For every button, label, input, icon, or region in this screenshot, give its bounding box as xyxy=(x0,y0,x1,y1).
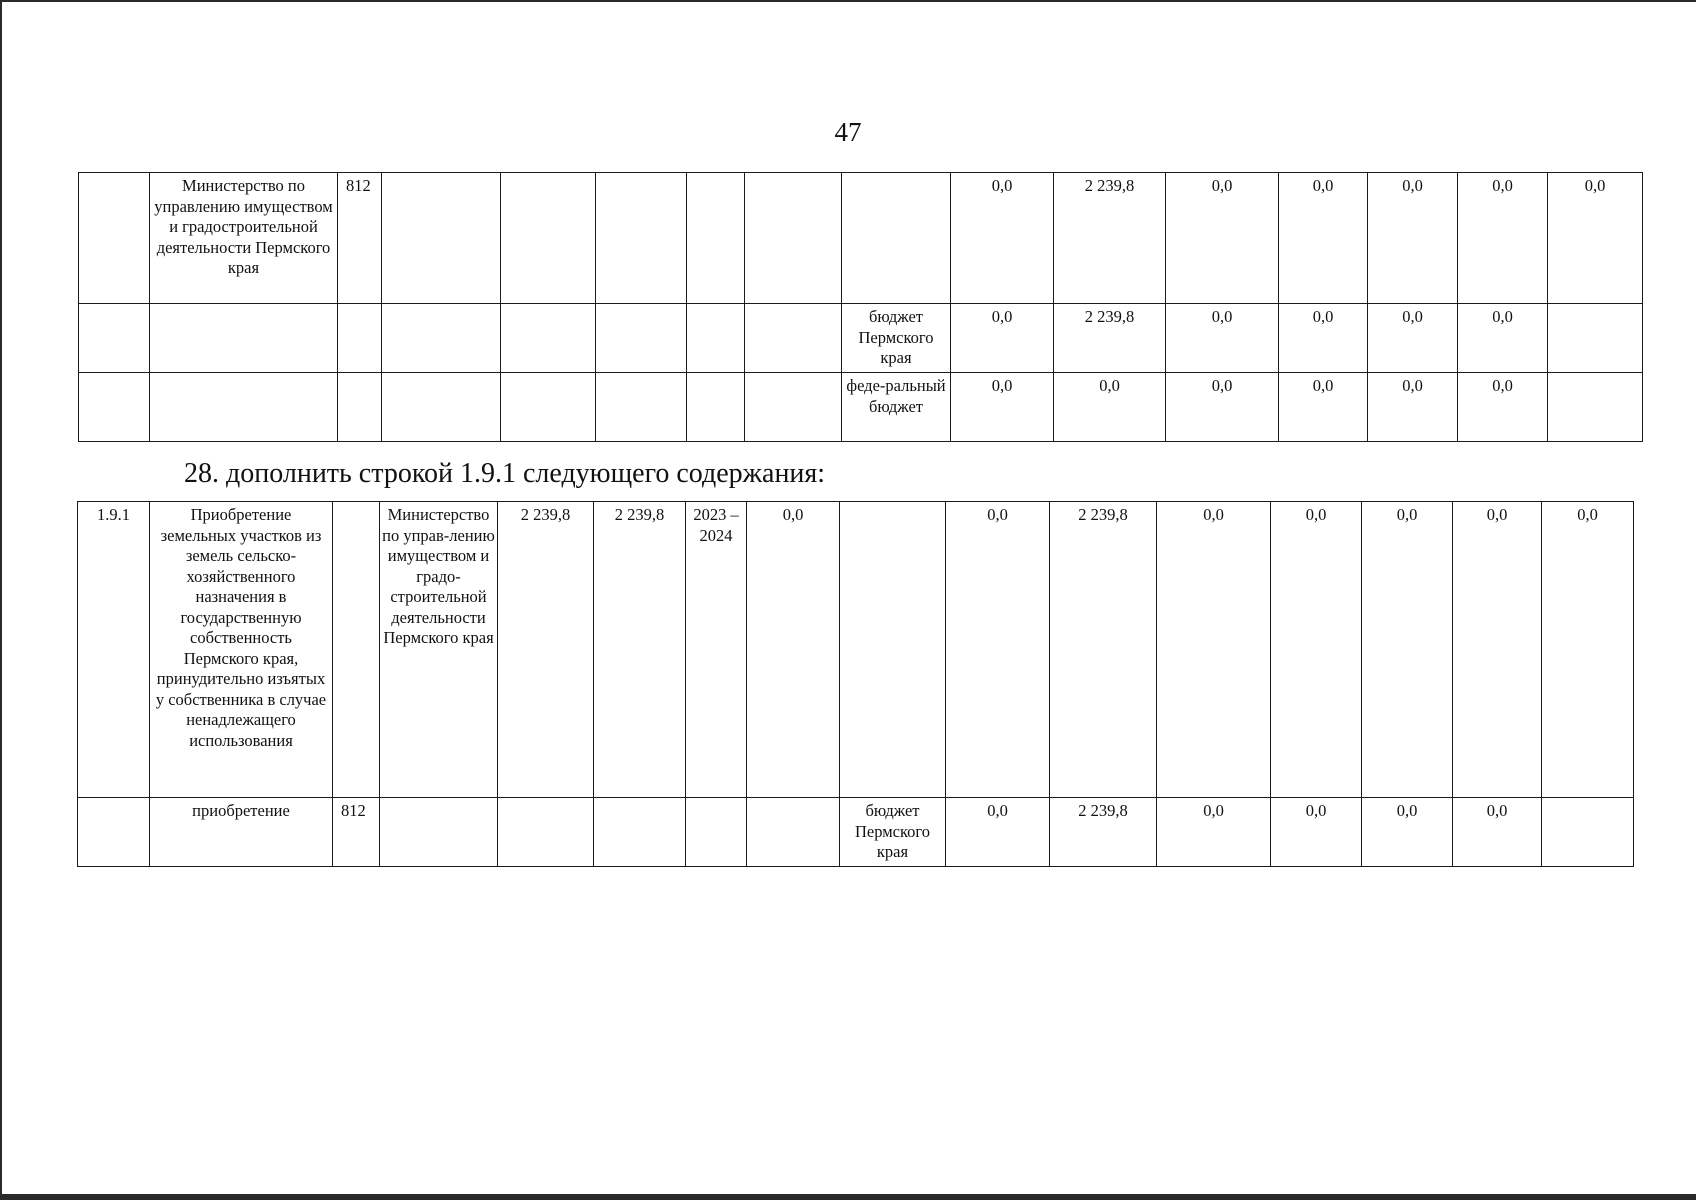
table-cell xyxy=(687,373,745,442)
table-cell xyxy=(842,173,951,304)
table-cell xyxy=(1548,373,1643,442)
table-cell xyxy=(501,304,596,373)
table-cell: 812 xyxy=(338,173,382,304)
table-cell: 0,0 xyxy=(1279,373,1368,442)
table-cell xyxy=(150,373,338,442)
table-row xyxy=(79,173,1643,304)
table-cell: 0,0 xyxy=(1166,373,1279,442)
table-cell xyxy=(333,502,380,798)
table-cell xyxy=(745,304,842,373)
table-cell: 1.9.1 xyxy=(78,502,150,798)
table-cell: Приобретение земельных участков из земель сельско-хозяйственного назначения в государственную собственность Пермского края, принудительно изъятых у собственника в случае ненадлежащего использования xyxy=(150,502,333,798)
table-cell: 2023 – 2024 xyxy=(686,502,747,798)
table-cell xyxy=(747,798,840,867)
table-cell: 0,0 xyxy=(1458,173,1548,304)
table-cell xyxy=(687,304,745,373)
table-cell: 0,0 xyxy=(1157,502,1271,798)
table-cell: 0,0 xyxy=(1054,373,1166,442)
table-cell: 812 xyxy=(333,798,380,867)
table-cell: Министерство по управлению имуществом и градостроительной деятельности Пермского края xyxy=(150,173,338,304)
table-cell: 0,0 xyxy=(1368,373,1458,442)
table-cell: 2 239,8 xyxy=(498,502,594,798)
new-row-table xyxy=(77,501,1634,867)
table-cell xyxy=(79,373,150,442)
table-row xyxy=(78,502,1634,798)
table-cell: бюджет Пермского края xyxy=(840,798,946,867)
table-cell xyxy=(380,798,498,867)
table-cell xyxy=(840,502,946,798)
table-cell: 0,0 xyxy=(1157,798,1271,867)
table-cell: 0,0 xyxy=(1166,304,1279,373)
table-cell: 0,0 xyxy=(1362,502,1453,798)
table-row xyxy=(79,304,1643,373)
table-cell: 0,0 xyxy=(1458,373,1548,442)
table-cell: 2 239,8 xyxy=(594,502,686,798)
table-cell xyxy=(687,173,745,304)
table-cell: 0,0 xyxy=(946,798,1050,867)
table-cell: 0,0 xyxy=(1453,502,1542,798)
table-cell: 0,0 xyxy=(1271,798,1362,867)
table-cell xyxy=(501,373,596,442)
table-cell xyxy=(382,304,501,373)
table-cell xyxy=(745,173,842,304)
table-cell xyxy=(498,798,594,867)
table-cell xyxy=(78,798,150,867)
table-cell: 0,0 xyxy=(1453,798,1542,867)
table-cell: 2 239,8 xyxy=(1054,173,1166,304)
table-cell xyxy=(594,798,686,867)
table-cell: 0,0 xyxy=(1542,502,1634,798)
table-cell: приобретение xyxy=(150,798,333,867)
table-cell: 0,0 xyxy=(951,304,1054,373)
table-cell: 0,0 xyxy=(1166,173,1279,304)
table-row xyxy=(78,798,1634,867)
table-cell: 0,0 xyxy=(951,373,1054,442)
table-cell: 2 239,8 xyxy=(1050,502,1157,798)
table-cell xyxy=(501,173,596,304)
page-number: 47 xyxy=(834,117,862,147)
table-cell xyxy=(150,304,338,373)
table-cell xyxy=(686,798,747,867)
table-cell: бюджет Пермского края xyxy=(842,304,951,373)
table-cell: 0,0 xyxy=(1279,304,1368,373)
table-cell xyxy=(596,173,687,304)
table-cell xyxy=(596,373,687,442)
table-cell: 0,0 xyxy=(1271,502,1362,798)
table-cell: 2 239,8 xyxy=(1050,798,1157,867)
table-cell xyxy=(338,304,382,373)
table-cell: Министерство по управ-лению имуществом и градо-строительной деятельности Пермского края xyxy=(380,502,498,798)
table-cell: 0,0 xyxy=(1458,304,1548,373)
table-cell xyxy=(745,373,842,442)
scan-top-edge xyxy=(0,0,1696,2)
scan-left-edge xyxy=(0,0,2,1200)
table-cell: 0,0 xyxy=(1362,798,1453,867)
table-cell xyxy=(382,373,501,442)
table-cell xyxy=(382,173,501,304)
table-cell: 0,0 xyxy=(1368,304,1458,373)
table-cell: 0,0 xyxy=(747,502,840,798)
table-cell xyxy=(1548,304,1643,373)
table-cell xyxy=(1542,798,1634,867)
table-cell xyxy=(338,373,382,442)
table-cell xyxy=(596,304,687,373)
table-cell: 0,0 xyxy=(946,502,1050,798)
table-cell: 2 239,8 xyxy=(1054,304,1166,373)
table-cell: 0,0 xyxy=(951,173,1054,304)
table-cell: 0,0 xyxy=(1548,173,1643,304)
table-cell xyxy=(79,173,150,304)
table-row xyxy=(79,373,1643,442)
table-cell: 0,0 xyxy=(1279,173,1368,304)
scan-bottom-edge xyxy=(0,1194,1696,1200)
table-cell: 0,0 xyxy=(1368,173,1458,304)
table-cell xyxy=(79,304,150,373)
continuation-table xyxy=(78,172,1643,442)
table-cell: феде-ральный бюджет xyxy=(842,373,951,442)
amendment-instruction: 28. дополнить строкой 1.9.1 следующего содержания: xyxy=(184,458,826,489)
